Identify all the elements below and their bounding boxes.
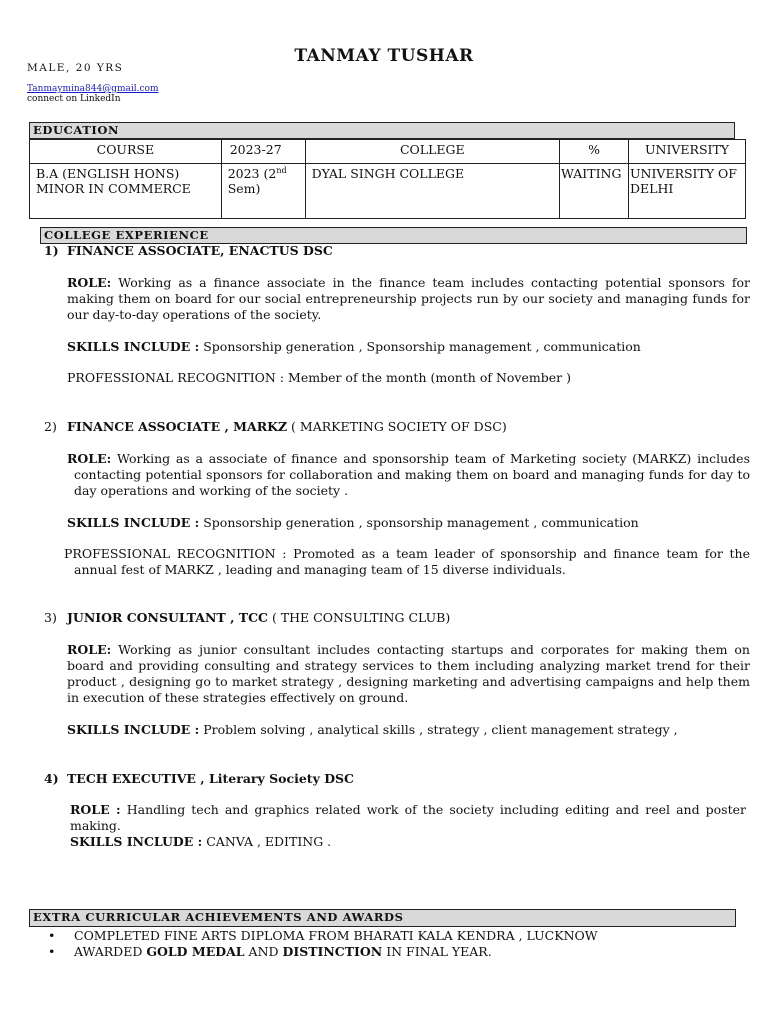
achievement-text: AWARDED — [74, 944, 147, 959]
role-text: Working as junior consultant includes contacting startups and corporates for making them on board and providing consulting and strategy services to them including analyzing market trend for their product , designing go to market strategy , designing marketing and advertising campaigns and help them in execution of these strategies effectively on ground. — [67, 642, 750, 705]
skills-label: SKILLS INCLUDE : — [67, 722, 200, 737]
achievements-list — [48, 928, 598, 960]
skills-text: Problem solving , analytical skills , strategy , client management strategy , — [199, 722, 678, 737]
percent-cell: WAITING — [560, 164, 629, 219]
achievement-text: COMPLETED FINE ARTS DIPLOMA FROM BHARATI KALA KENDRA , LUCKNOW — [74, 928, 598, 943]
skills-label: SKILLS INCLUDE : — [67, 515, 200, 530]
skills-paragraph — [67, 722, 750, 738]
role-label: ROLE: — [67, 451, 112, 466]
course-cell — [30, 164, 222, 219]
achievement-text: IN FINAL YEAR. — [382, 944, 492, 959]
year-suffix: Sem) — [227, 181, 261, 197]
list-item — [48, 928, 598, 944]
year-cell — [221, 164, 305, 219]
role-label: ROLE : — [70, 802, 121, 817]
year-text: 2023 (2 — [227, 166, 277, 182]
list-item — [48, 944, 598, 960]
item-title-suffix: ( MARKETING SOCIETY OF DSC) — [287, 419, 507, 434]
table-row — [30, 164, 746, 219]
item-title-suffix: ( THE CONSULTING CLUB) — [267, 610, 451, 625]
item-number: 1) — [44, 243, 59, 258]
skills-label: SKILLS INCLUDE : — [67, 339, 200, 354]
university-cell: UNIVERSITY OF DELHI — [629, 164, 746, 219]
bullet-icon: • — [48, 944, 56, 959]
column-header: % — [560, 140, 629, 164]
role-paragraph — [67, 451, 750, 499]
gender-age: MALE, 20 YRS — [27, 62, 124, 74]
role-paragraph — [70, 802, 746, 834]
role-text: Working as a finance associate in the finance team includes contacting potential sponsors for making them on board for our social entrepreneurship projects run by our society and managing funds for our day-to-day operations of the society. — [67, 275, 750, 322]
column-header: COLLEGE — [305, 140, 559, 164]
recognition-paragraph: PROFESSIONAL RECOGNITION : Member of the month (month of November ) — [67, 370, 571, 385]
item-title: TECH EXECUTIVE , Literary Society DSC — [67, 771, 355, 786]
item-number: 4) — [44, 771, 59, 786]
role-paragraph — [67, 642, 750, 706]
experience-item-title — [44, 610, 450, 625]
education-section-title: EDUCATION — [29, 122, 735, 139]
achievement-text: AND — [244, 944, 283, 959]
experience-item-title — [44, 243, 333, 258]
experience-section-title: COLLEGE EXPERIENCE — [40, 227, 747, 244]
linkedin-link[interactable]: connect on LinkedIn — [27, 94, 121, 104]
role-text: Working as a associate of finance and sponsorship team of Marketing society (MARKZ) includes contacting potential sponsors for collaboration and making them on board and managing funds for day to day operations and working of the society . — [74, 451, 750, 498]
candidate-name: TANMAY TUSHAR — [294, 46, 474, 66]
extra-curricular-section-title: EXTRA CURRICULAR ACHIEVEMENTS AND AWARDS — [29, 909, 736, 927]
item-number: 2) — [44, 419, 57, 434]
column-header: COURSE — [30, 140, 222, 164]
bullet-icon: • — [48, 928, 56, 943]
item-title: JUNIOR CONSULTANT , TCC — [67, 610, 268, 625]
item-title: FINANCE ASSOCIATE , MARKZ — [67, 419, 288, 434]
email-link[interactable]: Tanmaymina844@gmail.com — [27, 84, 159, 94]
recognition-paragraph: PROFESSIONAL RECOGNITION : Promoted as a team leader of sponsorship and finance team for the annual fest of MARKZ , leading and managing team of 15 diverse individuals. — [64, 546, 750, 577]
role-text: Handling tech and graphics related work of the society including editing and reel and poster making. — [70, 802, 746, 833]
skills-paragraph — [70, 834, 746, 850]
item-number: 3) — [44, 610, 57, 625]
experience-item-title — [44, 419, 507, 434]
skills-text: Sponsorship generation , sponsorship management , communication — [199, 515, 639, 530]
table-header-row — [30, 140, 746, 164]
column-header: UNIVERSITY — [629, 140, 746, 164]
skills-text: CANVA , EDITING . — [202, 834, 332, 849]
achievement-highlight: DISTINCTION — [282, 944, 383, 959]
experience-item-title — [44, 771, 354, 786]
column-header: 2023-27 — [221, 140, 305, 164]
education-table — [29, 139, 746, 219]
college-cell: DYAL SINGH COLLEGE — [305, 164, 559, 219]
course-line: B.A (ENGLISH HONS) — [36, 166, 180, 181]
skills-label: SKILLS INCLUDE : — [70, 834, 203, 849]
skills-paragraph — [67, 515, 750, 531]
skills-text: Sponsorship generation , Sponsorship management , communication — [199, 339, 641, 354]
item-title: FINANCE ASSOCIATE, ENACTUS DSC — [67, 243, 333, 258]
skills-paragraph — [67, 339, 750, 355]
year-superscript: nd — [276, 166, 287, 175]
role-paragraph — [67, 275, 750, 323]
role-label: ROLE: — [67, 275, 112, 290]
role-label: ROLE: — [67, 642, 112, 657]
achievement-highlight: GOLD MEDAL — [146, 944, 245, 959]
course-line: MINOR IN COMMERCE — [36, 181, 191, 196]
